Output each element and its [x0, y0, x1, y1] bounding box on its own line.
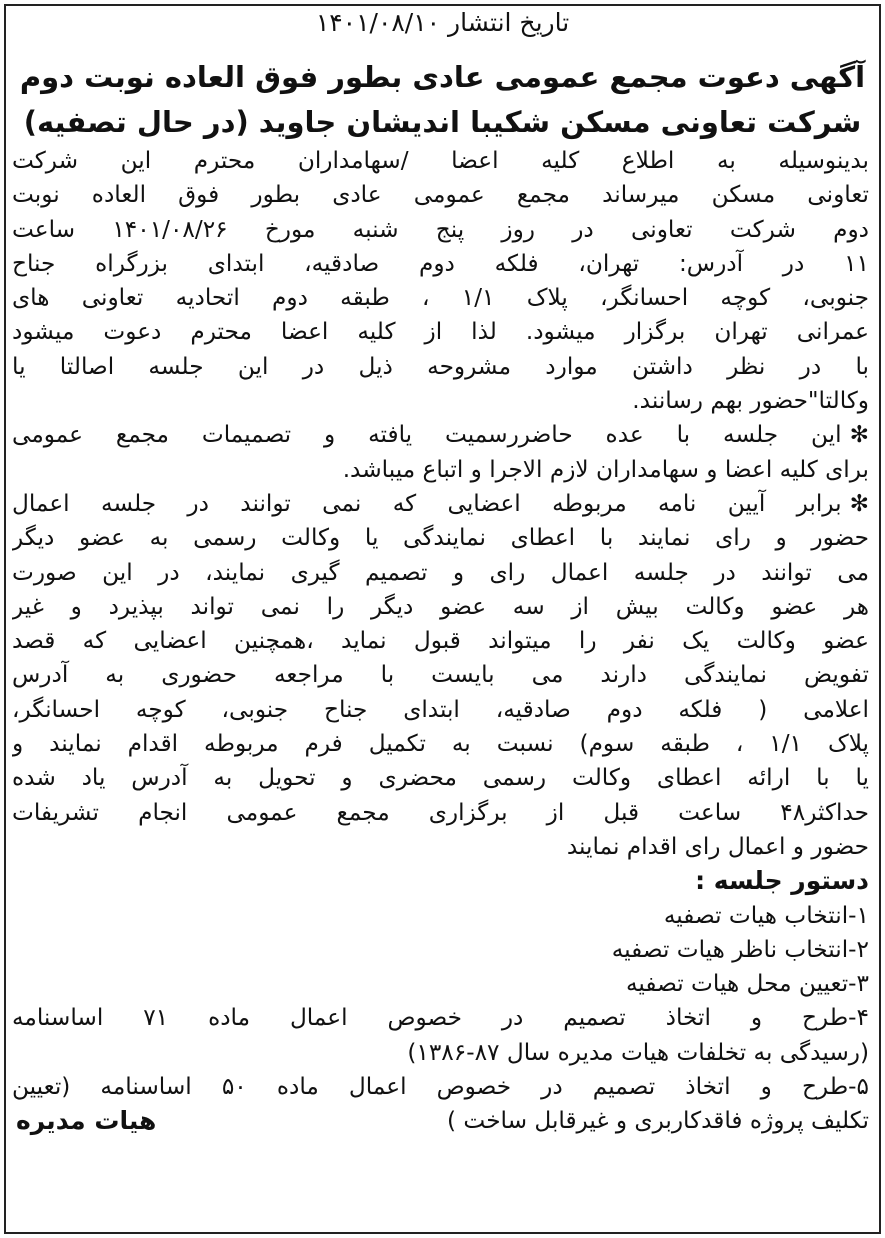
asterisk-icon: ✻	[849, 489, 869, 517]
note-text: این جلسه با عده حاضررسمیت یافته و تصمیمات مجمع عمومی	[12, 421, 842, 449]
intro-line: دوم شرکت تعاونی در روز پنج شنبه مورخ ۱۴۰۱/۰۸/۲۶ ساعت	[12, 215, 869, 243]
company-name: شرکت تعاونی مسکن شکیبا اندیشان جاوید (در حال تصفیه)	[23, 105, 862, 139]
note-line: یا با ارائه اعطای وکالت رسمی محضری و تحویل به آدرس یاد شده	[12, 764, 869, 792]
intro-line: جنوبی، کوچه احسانگر، پلاک ۱/۱ ، طبقه دوم اتحادیه تعاونی های	[12, 284, 869, 312]
note-line: برای کلیه اعضا و سهامداران لازم الاجرا و اتباع میباشد.	[342, 455, 869, 483]
note-line: عضو وکالت یک نفر را میتواند قبول نماید ،همچنین اعضایی که قصد	[12, 627, 869, 655]
note-line	[12, 418, 869, 452]
agenda-item: تکلیف پروژه فاقدکاربری و غیرقابل ساخت )	[447, 1107, 869, 1135]
agenda-item: ۱-انتخاب هیات تصفیه	[663, 901, 869, 929]
agenda-item: ۳-تعیین محل هیات تصفیه	[625, 970, 869, 998]
note-line: تفویض نمایندگی دارند می بایست با مراجعه حضوری به آدرس	[12, 661, 869, 689]
agenda-heading: دستور جلسه :	[695, 866, 869, 896]
note-line: هر عضو وکالت بیش از سه عضو دیگر را نمی تواند بپذیرد و غیر	[12, 592, 869, 620]
intro-line: تعاونی مسکن میرساند مجمع عمومی عادی بطور فوق العاده نوبت	[12, 181, 869, 209]
notice-body	[12, 144, 869, 1224]
intro-line: بدینوسیله به اطلاع کلیه اعضا /سهامداران محترم این شرکت	[12, 147, 869, 174]
intro-line: عمرانی تهران برگزار میشود. لذا از کلیه اعضا محترم دعوت میشود	[12, 318, 869, 346]
note-line: اعلامی ( فلکه دوم صادقیه، ابتدای جناح جنوبی، کوچه احسانگر،	[12, 695, 869, 723]
intro-line: ۱۱ در آدرس: تهران، فلکه دوم صادقیه، ابتدای بزرگراه جناح	[12, 249, 869, 277]
signature: هیات مدیره	[16, 1106, 157, 1136]
agenda-item-last	[12, 1104, 869, 1138]
note-line: حضور و اعمال رای اقدام نمایند	[566, 832, 869, 860]
agenda-item: (رسیدگی به تخلفات هیات مدیره سال ۸۷-۱۳۸۶)	[407, 1038, 869, 1066]
note-line	[12, 487, 869, 521]
publish-date: تاریخ انتشار ۱۴۰۱/۰۸/۱۰	[315, 8, 570, 37]
note-line: حداکثر۴۸ ساعت قبل از برگزاری مجمع عمومی انجام تشریفات	[12, 798, 869, 826]
agenda-item: ۴-طرح و اتخاذ تصمیم در خصوص اعمال ماده ۷۱ اساسنامه	[12, 1004, 869, 1032]
agenda-item: ۲-انتخاب ناظر هیات تصفیه	[611, 935, 869, 963]
note-text: برابر آیین نامه مربوطه اعضایی که نمی توانند در جلسه اعمال	[12, 489, 842, 517]
note-line: می توانند در جلسه اعمال رای و تصمیم گیری نمایند، در این صورت	[12, 558, 869, 586]
intro-line: با در نظر داشتن موارد مشروحه ذیل در این جلسه اصالتا یا	[12, 352, 869, 380]
notice-title: آگهی دعوت مجمع عمومی عادی بطور فوق العاده نوبت دوم	[19, 60, 866, 94]
intro-line: وکالتا"حضور بهم رسانند.	[632, 387, 869, 415]
note-line: حضور و رای نمایند با اعطای نمایندگی یا وکالت رسمی به عضو دیگر	[12, 524, 869, 552]
asterisk-icon: ✻	[849, 421, 869, 449]
note-line: پلاک ۱/۱ ، طبقه سوم) نسبت به تکمیل فرم مربوطه اقدام نمایند و	[12, 730, 869, 758]
agenda-item: ۵-طرح و اتخاذ تصمیم در خصوص اعمال ماده ۵۰ اساسنامه (تعیین	[12, 1073, 869, 1101]
